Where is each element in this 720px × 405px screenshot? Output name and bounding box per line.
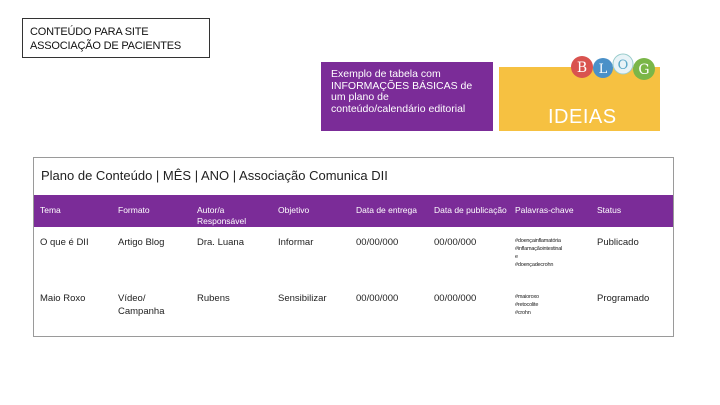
- keyword: #crohn: [515, 310, 531, 316]
- keyword: e: [515, 254, 518, 260]
- blog-letter-b: B: [576, 60, 588, 76]
- cell-autor: Rubens: [197, 293, 230, 304]
- blog-letter-g: G: [638, 62, 650, 78]
- header-data-publicacao: Data de publicação: [428, 195, 509, 227]
- keyword: #doençadecrohn: [515, 262, 554, 268]
- header-tema: Tema: [34, 195, 112, 227]
- table-row: [34, 283, 673, 335]
- plan-table: [34, 195, 673, 335]
- cell-tema: Maio Roxo: [40, 293, 86, 304]
- content-plan: [33, 157, 674, 337]
- keyword: #retocolite: [515, 302, 539, 308]
- cell-formato: Artigo Blog: [118, 237, 165, 248]
- cell-status: Publicado: [597, 237, 639, 248]
- cell-palavras-chave: [509, 227, 591, 283]
- example-note: Exemplo de tabela com INFORMAÇÕES BÁSICAS de um plano de conteúdo/calendário editorial: [321, 62, 493, 131]
- blog-logo: [566, 50, 658, 84]
- cell-data-publicacao: 00/00/000: [434, 237, 477, 248]
- blog-bubble-l: [593, 58, 613, 78]
- header-autor: Autor/a Responsável: [191, 195, 272, 227]
- blog-letter-l: L: [598, 62, 608, 77]
- cell-autor: Dra. Luana: [197, 237, 245, 248]
- cell-data-entrega: 00/00/000: [356, 293, 399, 304]
- cell-formato: Vídeo/ Campanha: [118, 293, 165, 317]
- cell-tema: O que é DII: [40, 237, 89, 248]
- cell-objetivo: Informar: [278, 237, 314, 248]
- ideas-label: IDEIAS: [548, 106, 617, 128]
- table-row: [34, 227, 673, 283]
- cell-objetivo: Sensibilizar: [278, 293, 327, 304]
- blog-bubble-b: [571, 56, 593, 78]
- header-palavras-chave: Palavras-chave: [509, 195, 591, 227]
- cell-palavras-chave: [509, 283, 591, 335]
- cell-status: Programado: [597, 293, 650, 304]
- header-formato: Formato: [112, 195, 191, 227]
- cell-data-entrega: 00/00/000: [356, 237, 399, 248]
- blog-bubble-o: [613, 54, 633, 74]
- cell-data-publicacao: 00/00/000: [434, 293, 477, 304]
- header-status: Status: [591, 195, 673, 227]
- keyword: #doençainflamatória: [515, 238, 561, 244]
- blog-letter-o: O: [617, 58, 629, 73]
- header-data-entrega: Data de entrega: [350, 195, 428, 227]
- keyword: #maioroxo: [515, 294, 539, 300]
- blog-bubble-g: [633, 58, 655, 80]
- plan-title: Plano de Conteúdo | MÊS | ANO | Associação Comunica DII: [41, 168, 388, 183]
- document-title: CONTEÚDO PARA SITE ASSOCIAÇÃO DE PACIENTES: [22, 18, 210, 58]
- header-row: [34, 195, 673, 227]
- keyword: #inflamaçãointestinal: [515, 246, 563, 252]
- header-objetivo: Objetivo: [272, 195, 350, 227]
